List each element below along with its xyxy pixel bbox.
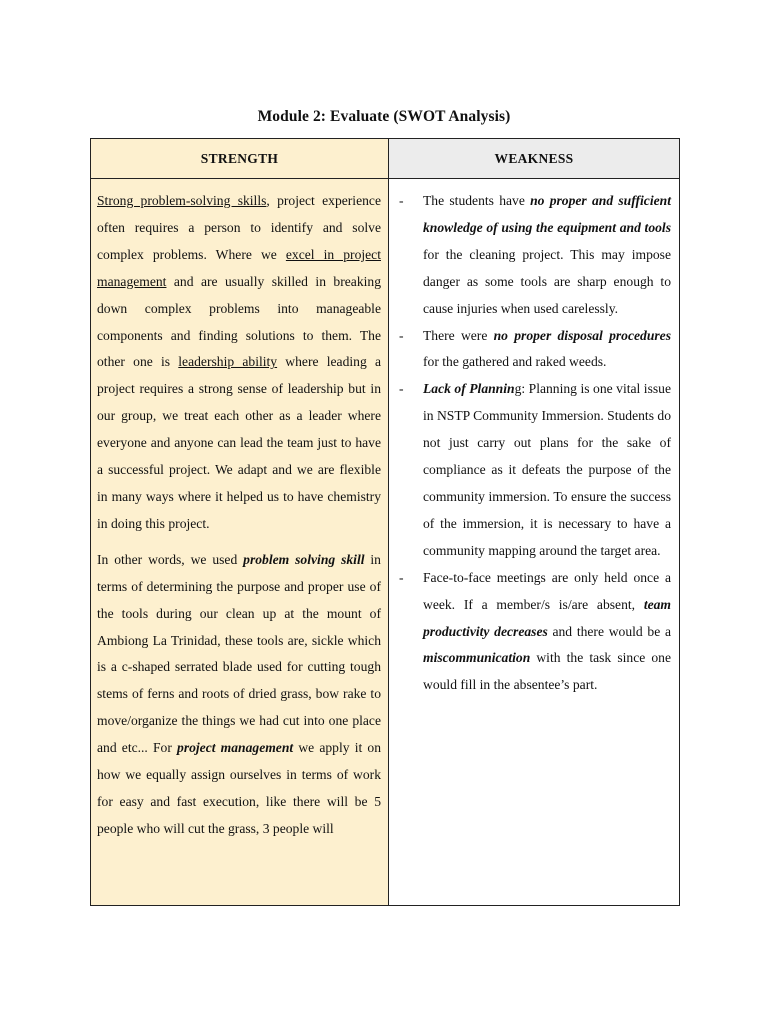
leadership-text: leadership ability — [178, 354, 278, 370]
strength-header: STRENGTH — [91, 139, 389, 179]
weakness-text: There were — [423, 327, 494, 343]
emphasis-text: Lack of Plannin — [423, 381, 515, 397]
weakness-text: g: Planning is one vital issue in NSTP Community Immersion. Students do not just carry out plans for the sake of compliance as it defeats the purpose of the community immersion. To ensure the success of the immersion, it is necessary to have a community mapping around the target area. — [423, 381, 671, 558]
emphasis-text: miscommunication — [423, 650, 531, 666]
weakness-item — [397, 565, 671, 700]
excel-text: excel in project management — [97, 246, 381, 289]
strong-skills-text: Strong problem-solving skills — [97, 193, 267, 208]
strength-text: we apply it on how we equally assign ourselves in terms of work for easy and fast execution, like there will be 5 people who will cut the grass, 3 people will — [97, 740, 382, 836]
emphasis-text: problem solving skill — [243, 551, 365, 567]
strength-text: and are usually skilled in breaking down complex problems into manageable components and finding solutions to them. The other one is — [97, 273, 381, 370]
emphasis-text: no proper and sufficient knowledge of using the equipment and tools — [423, 193, 671, 235]
emphasis-text: project management — [177, 740, 294, 756]
strength-text: , project experience often requires a person to identify and solve complex problems. Where we — [97, 193, 381, 262]
weakness-item — [397, 376, 671, 564]
page-title: Module 2: Evaluate (SWOT Analysis) — [257, 108, 511, 125]
weakness-item — [397, 323, 671, 377]
weakness-text: for the gathered and raked weeds. — [423, 354, 607, 370]
weakness-item — [397, 188, 671, 323]
strength-column — [91, 179, 389, 905]
strength-text: in terms of determining the purpose and proper use of the tools during our clean up at the mount of Ambiong La Trinidad, these tools are, sickle which is a c-shaped serrated blade used for cutting tough stems of ferns and roots of dried grass, bow rake to move/organize the things we had cut into one place and etc... For — [97, 551, 381, 756]
strength-paragraph-1 — [97, 188, 381, 538]
weakness-text: for the cleaning project. This may impose danger as some tools are sharp enough to cause injuries when used carelessly. — [423, 246, 671, 316]
emphasis-text: no proper disposal procedures — [493, 327, 671, 343]
swot-table — [90, 138, 680, 906]
emphasis-text: team productivity decreases — [423, 596, 671, 639]
weakness-column — [389, 179, 679, 905]
strength-paragraph-2 — [97, 547, 381, 843]
strength-text: where leading a project requires a strong sense of leadership but in our group, we treat each other as a leader where everyone and anyone can lead the team just to have a successful project. We adapt and we are flexible in many ways where it helped us to have chemistry in doing this project. — [97, 354, 381, 531]
weakness-text: Face-to-face meetings are only held once a week. If a member/s is/are absent, — [423, 569, 671, 612]
weakness-header: WEAKNESS — [389, 139, 679, 179]
weakness-list — [397, 188, 671, 699]
weakness-text: with the task since one would fill in the absentee’s part. — [423, 650, 671, 693]
weakness-text: and there would be a — [547, 623, 671, 639]
weakness-text: The students have — [423, 193, 531, 208]
strength-text: In other words, we used — [97, 551, 244, 567]
